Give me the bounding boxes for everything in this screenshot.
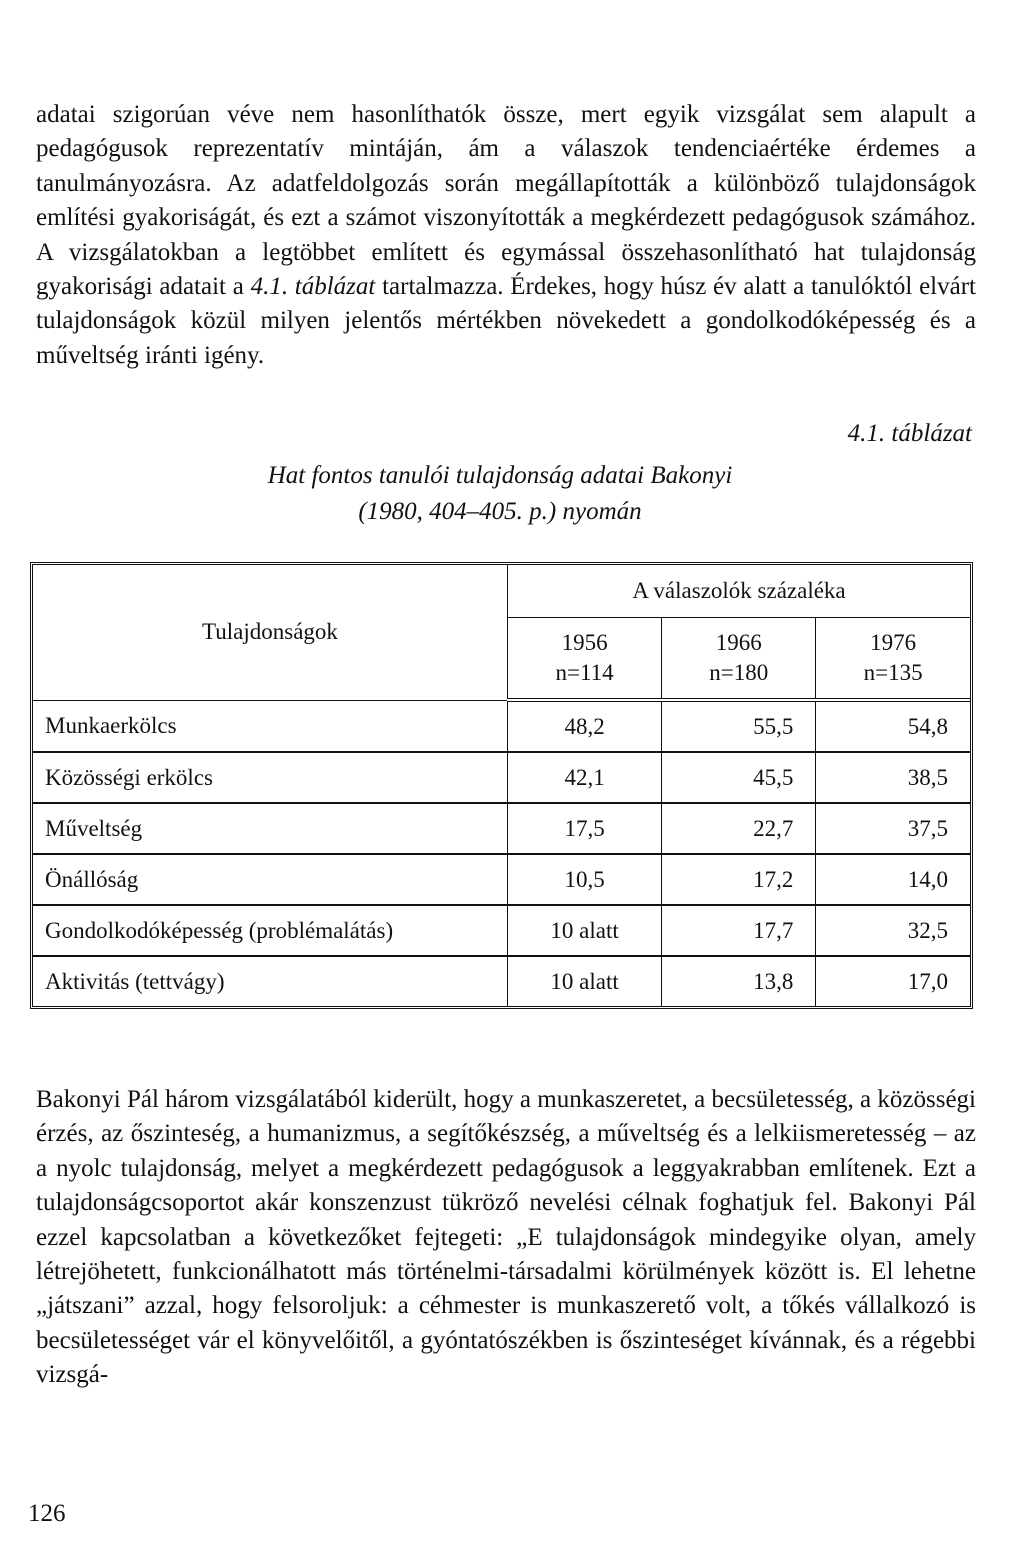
- cell-1956: 17,5: [508, 803, 662, 854]
- table-reference: 4.1. táblázat: [250, 273, 376, 301]
- header-group-percentage: A válaszolók százaléka: [508, 565, 971, 618]
- table-header-row-1: [33, 565, 970, 618]
- cell-1966: 55,5: [662, 700, 816, 752]
- header-year-1966-label: 1966: [715, 630, 762, 655]
- cell-1976: 17,0: [816, 956, 970, 1006]
- cell-1966: 13,8: [662, 956, 816, 1006]
- cell-1976: 38,5: [816, 752, 970, 803]
- table-header: [33, 565, 970, 700]
- cell-1966: 45,5: [662, 752, 816, 803]
- table-label: 4.1. táblázat: [847, 420, 972, 447]
- paragraph-intro-text: adatai szigorúan véve nem hasonlíthatók össze, mert egyik vizsgálat sem alapult a pedagógusok reprezentatív mintáján, ám a válaszok tendenciaértéke érdemes a tanulmányozásra. Az adatfeldolgozás során megállapították a különböző tulajdonságok említési gyakoriságát, és ezt a számot viszonyították a megkérdezett pedagógusok számához. A vizsgálatokban a legtöbbet említett és egymással összehasonlítható hat tulajdonság gyakorisági adatait a: [36, 101, 976, 301]
- table-body: [33, 700, 970, 1006]
- paragraph-intro: [36, 98, 976, 373]
- table-row: [33, 905, 970, 956]
- table-row: [33, 803, 970, 854]
- header-year-1966: [662, 618, 816, 701]
- paragraph-intro-continued: tartalmazza. Érdekes, hogy húsz év alatt a tanulóktól elvárt tulajdonságok közül milyen jelentős mértékben növekedett a gondolkodóképesség és a műveltség iránti igény.: [36, 273, 976, 369]
- cell-1966: 22,7: [662, 803, 816, 854]
- table-caption: [150, 458, 850, 530]
- cell-1956: 10,5: [508, 854, 662, 905]
- cell-1976: 14,0: [816, 854, 970, 905]
- header-year-1956: [508, 618, 662, 701]
- cell-1956: 48,2: [508, 700, 662, 752]
- cell-1976: 32,5: [816, 905, 970, 956]
- row-name: Önállóság: [33, 854, 508, 905]
- row-name: Munkaerkölcs: [33, 700, 508, 752]
- row-name: Közösségi erkölcs: [33, 752, 508, 803]
- cell-1966: 17,7: [662, 905, 816, 956]
- page-number: 126: [28, 1500, 66, 1527]
- header-year-1956-n: n=114: [555, 660, 614, 685]
- table-row: [33, 700, 970, 752]
- table-row: [33, 752, 970, 803]
- header-year-1976-label: 1976: [870, 630, 917, 655]
- header-year-1976-n: n=135: [863, 660, 923, 685]
- header-year-1976: [816, 618, 970, 701]
- cell-1956: 10 alatt: [508, 905, 662, 956]
- table-row: [33, 854, 970, 905]
- table-caption-line-2: (1980, 404–405. p.) nyomán: [358, 498, 642, 525]
- paragraph-discussion: Bakonyi Pál három vizsgálatából kiderült, hogy a munkaszeretet, a becsületesség, a közösségi érzés, az őszinteség, a humanizmus, a segítőkészség, a műveltség és a lelkiismeretesség – az a nyolc tulajdonság, melyet a megkérdezett pedagógusok a leggyakrabban említenek. Ezt a tulajdonságcsoportot akár konszenzust tükröző nevelési célnak foghatjuk fel. Bakonyi Pál ezzel kapcsolatban a következőket fejtegeti: „E tulajdonságok mindegyike olyan, amely létrejöhetett, funkcionálhatott más történelmi-társadalmi körülmények között is. El lehetne „játszani” azzal, hogy felsoroljuk: a céhmester is munkaszerető volt, a tőkés vállalkozó is becsületességet vár el könyvelőitől, a gyóntatószékben is őszinteséget kívánnak, és a régebbi vizsgá-: [36, 1086, 977, 1389]
- header-year-1956-label: 1956: [561, 630, 608, 655]
- cell-1956: 10 alatt: [508, 956, 662, 1006]
- table-caption-line-1: Hat fontos tanulói tulajdonság adatai Bakonyi: [267, 462, 733, 489]
- cell-1966: 17,2: [662, 854, 816, 905]
- row-name: Aktivitás (tettvágy): [33, 956, 508, 1006]
- header-tulajdonsagok: Tulajdonságok: [33, 565, 508, 700]
- data-table-frame: [30, 562, 973, 1009]
- cell-1976: 54,8: [816, 700, 970, 752]
- row-name: Gondolkodóképesség (problémalátás): [33, 905, 508, 956]
- header-year-1966-n: n=180: [709, 660, 769, 685]
- row-name: Műveltség: [33, 803, 508, 854]
- table-row: [33, 956, 970, 1006]
- cell-1956: 42,1: [508, 752, 662, 803]
- cell-1976: 37,5: [816, 803, 970, 854]
- data-table: [33, 565, 970, 1006]
